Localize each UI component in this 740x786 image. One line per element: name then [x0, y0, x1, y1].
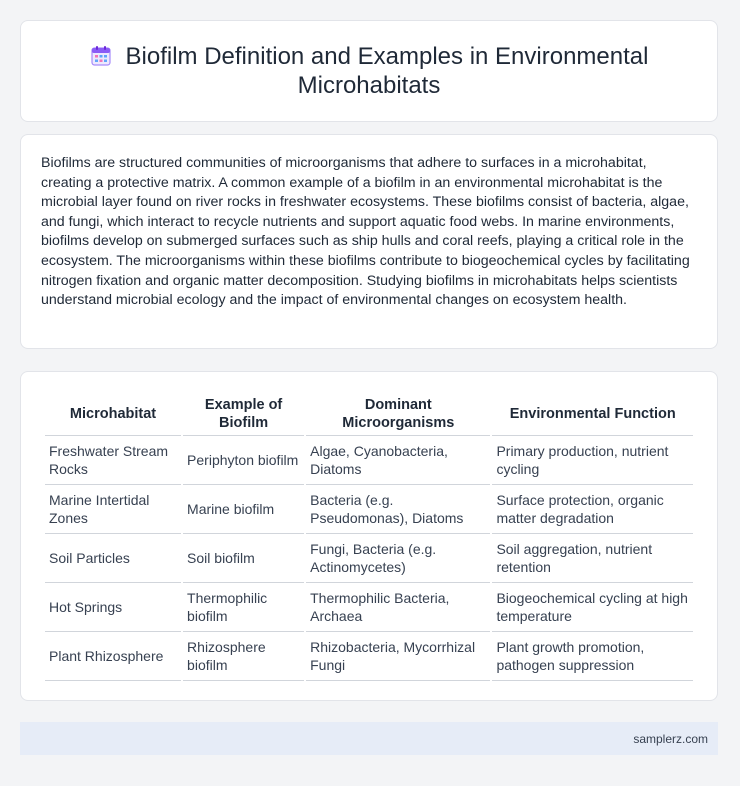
table-cell: Soil aggregation, nutrient retention — [492, 534, 693, 583]
table-cell: Thermophilic biofilm — [183, 583, 304, 632]
table-cell: Soil Particles — [45, 534, 181, 583]
table-cell: Biogeochemical cycling at high temperature — [492, 583, 693, 632]
table-row — [45, 436, 693, 485]
table-cell: Soil biofilm — [183, 534, 304, 583]
page-title: Biofilm Definition and Examples in Environmental Microhabitats — [125, 43, 649, 99]
table-cell: Marine Intertidal Zones — [45, 485, 181, 534]
table-row — [45, 534, 693, 583]
table-row — [45, 632, 693, 681]
header-card — [20, 20, 718, 122]
table-cell: Periphyton biofilm — [183, 436, 304, 485]
table-cell: Freshwater Stream Rocks — [45, 436, 181, 485]
table-cell: Thermophilic Bacteria, Archaea — [306, 583, 490, 632]
page-title-wrap — [69, 42, 669, 100]
table-cell: Plant Rhizosphere — [45, 632, 181, 681]
table-cell: Marine biofilm — [183, 485, 304, 534]
table-cell: Bacteria (e.g. Pseudomonas), Diatoms — [306, 485, 490, 534]
table-card — [20, 371, 718, 701]
table-cell: Rhizobacteria, Mycorrhizal Fungi — [306, 632, 490, 681]
intro-paragraph: Biofilms are structured communities of microorganisms that adhere to surfaces in a microhabitat, creating a protective matrix. A common example of a biofilm in an environmental microhabitat is the microbial layer found on river rocks in freshwater ecosystems. These biofilms consist of bacteria, algae, and fungi, which interact to recycle nutrients and support aquatic food webs. In marine environments, biofilms develop on submerged surfaces such as ship hulls and coral reefs, playing a critical role in the ecosystem. The microorganisms within these biofilms contribute to biogeochemical cycles by facilitating nitrogen fixation and organic matter decomposition. Studying biofilms in microhabitats helps scientists understand microbial ecology and the impact of environmental changes on ecosystem health. — [41, 155, 690, 309]
column-header-function: Environmental Function — [492, 392, 693, 436]
table-cell: Rhizosphere biofilm — [183, 632, 304, 681]
table-cell: Algae, Cyanobacteria, Diatoms — [306, 436, 490, 485]
table-row — [45, 485, 693, 534]
table-cell: Plant growth promotion, pathogen suppression — [492, 632, 693, 681]
footer — [20, 722, 718, 755]
table-row — [45, 583, 693, 632]
table-cell: Hot Springs — [45, 583, 181, 632]
intro-card — [20, 134, 718, 349]
table-cell: Fungi, Bacteria (e.g. Actinomycetes) — [306, 534, 490, 583]
table-header-row — [45, 392, 693, 436]
biofilm-table — [43, 392, 695, 681]
table-cell: Primary production, nutrient cycling — [492, 436, 693, 485]
calendar-icon — [90, 45, 112, 67]
column-header-microhabitat: Microhabitat — [45, 392, 181, 436]
column-header-example: Example of Biofilm — [183, 392, 304, 436]
table-cell: Surface protection, organic matter degradation — [492, 485, 693, 534]
footer-site-link[interactable]: samplerz.com — [633, 731, 708, 746]
column-header-microorganisms: Dominant Microorganisms — [306, 392, 490, 436]
